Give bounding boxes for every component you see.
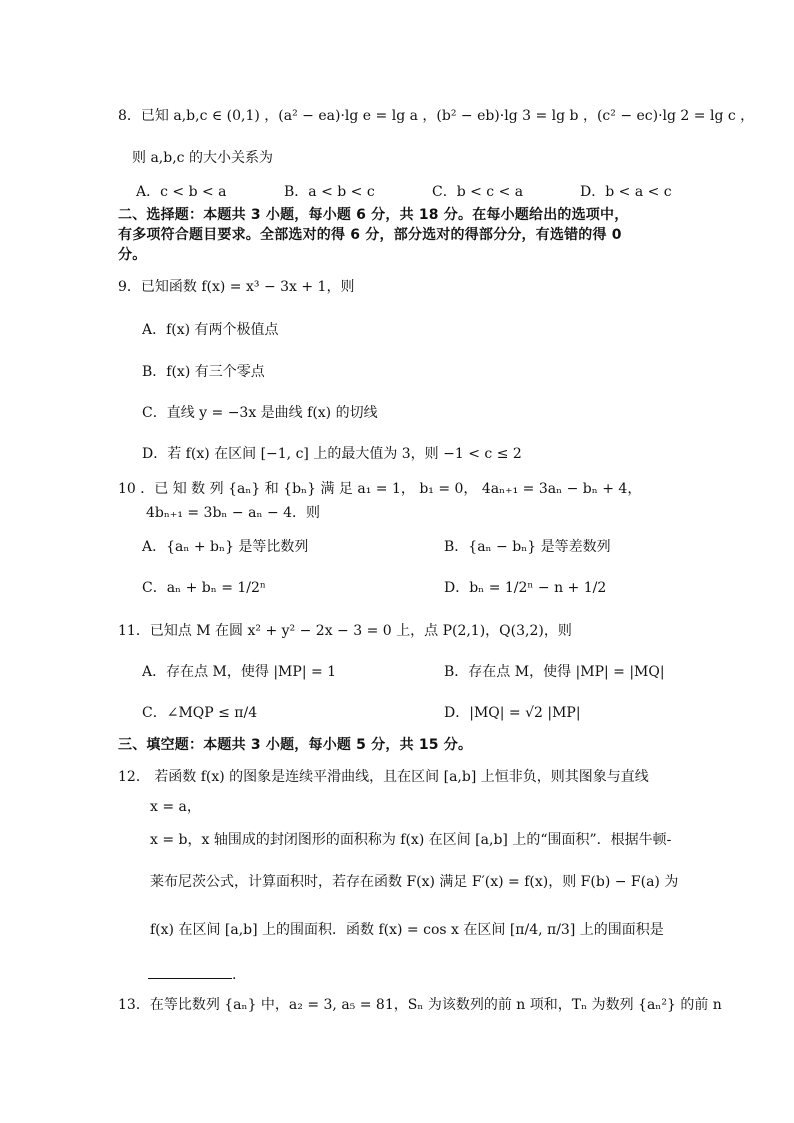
q8-stem: 8．已知 a,b,c ∈ (0,1) ，(a² − ea)·lg e = lg a ，(b² − eb)·lg 3 = lg b ，(c² − ec)·lg 2 = lg c ， bbox=[118, 108, 755, 124]
q11-option-b: B．存在点 M，使得 |MP| = |MQ| bbox=[444, 664, 665, 680]
q9-stem: 9．已知函数 f(x) = x³ − 3x + 1，则 bbox=[118, 279, 355, 295]
section-2-heading-line2: 有多项符合题目要求。全部选对的得 6 分，部分选对的得部分分，有选错的得 0 bbox=[118, 227, 622, 243]
q10-option-d: D．bₙ = 1/2ⁿ − n + 1/2 bbox=[444, 580, 607, 596]
q10-stem-line2: 4bₙ₊₁ = 3bₙ − aₙ − 4．则 bbox=[146, 505, 321, 521]
q11-option-d: D．|MQ| = √2 |MP| bbox=[444, 705, 581, 721]
q11-option-c: C．∠MQP ≤ π/4 bbox=[142, 705, 258, 721]
q10-option-c: C．aₙ + bₙ = 1/2ⁿ bbox=[142, 580, 266, 596]
q13-stem: 13．在等比数列 {aₙ} 中，a₂ = 3, a₅ = 81，Sₙ 为该数列的前 n 项和，Tₙ 为数列 {aₙ²} 的前 n bbox=[118, 997, 722, 1013]
q8-option-d: D．b < a < c bbox=[580, 184, 672, 200]
q12-answer-line bbox=[148, 964, 236, 985]
section-2-heading-line3: 分。 bbox=[118, 247, 147, 263]
q9-option-b: B．f(x) 有三个零点 bbox=[142, 364, 265, 380]
q12-stem-line4: 莱布尼茨公式，计算面积时，若存在函数 F(x) 满足 F′(x) = f(x)，则 F(b) − F(a) 为 bbox=[150, 874, 679, 890]
section-3-heading: 三、填空题：本题共 3 小题，每小题 5 分，共 15 分。 bbox=[118, 737, 473, 753]
q10-option-b: B．{aₙ − bₙ} 是等差数列 bbox=[444, 539, 611, 555]
q8-option-a: A．c < b < a bbox=[136, 184, 227, 200]
answer-blank-period: . bbox=[232, 967, 237, 983]
section-2-heading: 二、选择题：本题共 3 小题，每小题 6 分，共 18 分。在每小题给出的选项中， bbox=[118, 207, 629, 223]
q10-stem: 10 ．已 知 数 列 {aₙ} 和 {bₙ} 满 足 a₁ = 1， b₁ = 0， 4aₙ₊₁ = 3aₙ − bₙ + 4， bbox=[118, 481, 642, 497]
q12-stem-line3: x = b，x 轴围成的封闭图形的面积称为 f(x) 在区间 [a,b] 上的“围面积”．根据牛顿- bbox=[150, 832, 672, 848]
q8-option-b: B．a < b < c bbox=[284, 184, 375, 200]
q9-option-a: A．f(x) 有两个极值点 bbox=[142, 322, 279, 338]
q8-question: 则 a,b,c 的大小关系为 bbox=[132, 150, 273, 166]
q12-stem-line1: 12． 若函数 f(x) 的图象是连续平滑曲线，且在区间 [a,b] 上恒非负，则其图象与直线 bbox=[118, 769, 649, 785]
q11-option-a: A．存在点 M，使得 |MP| = 1 bbox=[142, 664, 337, 680]
answer-blank bbox=[148, 964, 232, 979]
q11-stem: 11．已知点 M 在圆 x² + y² − 2x − 3 = 0 上，点 P(2,1)，Q(3,2)，则 bbox=[118, 623, 572, 639]
q12-stem-line5: f(x) 在区间 [a,b] 上的围面积．函数 f(x) = cos x 在区间 [π/4, π/3] 上的围面积是 bbox=[150, 922, 664, 938]
q10-option-a: A．{aₙ + bₙ} 是等比数列 bbox=[142, 539, 309, 555]
q12-stem-line2: x = a， bbox=[150, 799, 201, 815]
q9-option-d: D．若 f(x) 在区间 [−1, c] 上的最大值为 3，则 −1 < c ≤ 2 bbox=[142, 446, 522, 462]
q9-option-c: C．直线 y = −3x 是曲线 f(x) 的切线 bbox=[142, 405, 378, 421]
q8-option-c: C．b < c < a bbox=[432, 184, 524, 200]
